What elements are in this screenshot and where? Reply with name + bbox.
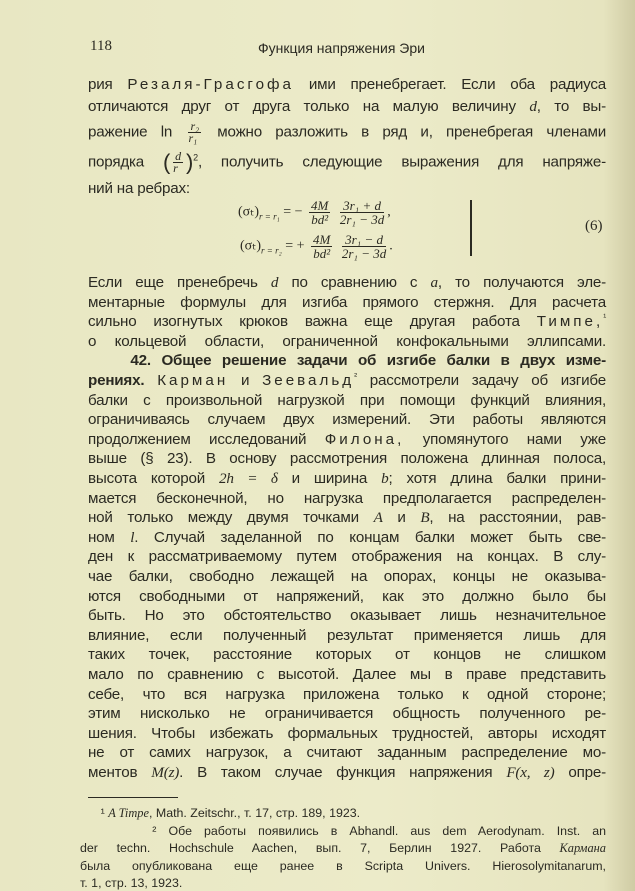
running-header-title: Функция напряжения Эри	[258, 40, 425, 56]
fraction-numerator: 3r₁ − d	[342, 233, 386, 247]
text-line	[88, 333, 606, 351]
text-segment: ются свободными от напряжений, как это должно было бы	[88, 587, 606, 605]
fraction-numerator: 3r₁ + d	[340, 199, 384, 213]
footnote-line	[80, 859, 606, 874]
fraction-denominator: bd²	[311, 212, 329, 227]
fraction-denominator: 2r₁ − 3d	[341, 246, 387, 261]
text-segment: шения. Чтобы избежать формальных трудностей, авторы исходят	[88, 724, 606, 742]
text-line	[88, 627, 606, 645]
text-segment: Если еще пренебречь	[88, 274, 271, 291]
text-line	[88, 180, 606, 198]
text-line	[88, 764, 606, 782]
fraction-numerator: 4M	[311, 198, 329, 213]
text-segment: , на расстоянии, рав-	[429, 509, 606, 527]
fraction-numerator: d	[175, 149, 181, 163]
equation-2	[240, 233, 393, 260]
text-segment: der techn. Hochschule Aachen, вып. 7, Берлин 1927. Работа	[80, 841, 560, 855]
text-segment: . В таком случае функция напряжения	[179, 764, 507, 781]
exponent: 2	[193, 152, 198, 163]
text-line	[88, 372, 606, 390]
text-segment: , Math. Zeitschr., т. 17, стр. 189, 1923.	[148, 806, 361, 820]
text-segment	[88, 352, 130, 369]
eq-subscript: r = r₂	[261, 245, 282, 256]
text-segment: была опубликована еще ранее в Scripta Univers. Hierosolymitanarum,	[80, 858, 606, 873]
fraction-denominator: r	[173, 161, 178, 175]
text-line	[88, 352, 606, 370]
fraction	[188, 121, 200, 144]
text-segment: рениях.	[88, 372, 145, 390]
text-line	[88, 294, 606, 312]
eq-sign: = +	[285, 238, 305, 254]
text-segment: Тимпе,	[536, 313, 604, 331]
text-segment: и	[382, 509, 421, 527]
text-segment: F(x, z)	[506, 764, 555, 781]
text-segment: быть. Но это обстоятельство оказывает лишь незначительное	[88, 607, 606, 625]
text-segment: рассмотрели задачу об изгибе	[356, 372, 606, 390]
text-segment: мало по сравнению с высотой. Далее мы в праве представить	[88, 666, 606, 683]
fraction	[342, 233, 386, 260]
equation-number: (6)	[585, 218, 603, 234]
text-line	[88, 607, 606, 625]
text-line	[88, 548, 606, 566]
eq-lhs: (σₜ)	[240, 238, 261, 254]
eq-sign: = −	[283, 204, 303, 220]
text-segment: ограничиваясь случаем двух измерений. Эти работы являются	[88, 411, 606, 429]
footnote-ref: ²	[354, 371, 357, 381]
eq-punct: ,	[387, 204, 391, 220]
text-line	[88, 725, 606, 743]
text-segment: Карман	[157, 372, 229, 390]
fraction	[311, 233, 332, 260]
text-segment: и	[228, 372, 263, 390]
text-line	[88, 646, 606, 664]
text-line	[88, 588, 606, 606]
text-line	[88, 686, 606, 704]
text-segment: b	[381, 470, 389, 487]
text-segment: Кармана	[559, 841, 606, 855]
text-segment: ний на ребрах:	[88, 180, 190, 197]
text-segment: A	[373, 509, 383, 527]
fraction-denominator: bd²	[313, 246, 331, 261]
text-segment: ¹	[80, 806, 109, 820]
text-segment: порядка	[88, 153, 145, 171]
text-segment: . Случай заделанной по концам балки может быть све-	[134, 528, 606, 546]
text-segment: l	[130, 528, 135, 546]
text-segment: опре-	[554, 764, 606, 781]
text-segment: d	[529, 98, 537, 115]
text-segment: a	[430, 274, 438, 291]
text-line	[88, 274, 606, 292]
text-segment: B	[420, 509, 430, 527]
text-line: порядка ( $\frac{d}{r}$ )$^2$, получить следующие выражения для напряже-	[88, 149, 606, 175]
fraction	[173, 151, 183, 174]
equation-brace	[470, 200, 472, 256]
text-line	[88, 470, 606, 488]
fraction-denominator: 2r₁ − 3d	[339, 212, 385, 227]
page-number: 118	[90, 38, 112, 54]
text-segment: упомянутого нами уже	[404, 430, 606, 448]
text-segment: можно разложить в ряд и, пренебрегая членами	[217, 123, 606, 141]
eq-lhs: (σₜ)	[238, 204, 259, 220]
text-segment: балки с произвольной нагрузкой при помощи функций влияния,	[88, 391, 606, 409]
text-segment: 2h = δ	[218, 470, 278, 487]
text-segment: M(z)	[151, 764, 180, 781]
text-segment: сильно изогнутых крюков важна еще другая работа	[88, 313, 537, 331]
text-line	[88, 568, 606, 586]
text-segment: т. 1, стр. 13, 1923.	[80, 876, 183, 890]
text-line	[88, 490, 606, 508]
fraction-numerator: r₂	[190, 119, 199, 133]
text-line	[88, 76, 606, 94]
footnote-line	[80, 806, 606, 821]
footnote-ref: ¹	[603, 312, 606, 323]
text-segment: ментарные формулы для изгиба прямого стержня. Для расчета	[88, 293, 606, 311]
text-segment: , то вы-	[536, 98, 606, 115]
text-segment: ной только между двумя точками	[88, 509, 374, 527]
text-segment: выше (§ 23). В основу рассмотрения положена длинная полоса,	[88, 450, 606, 468]
text-segment: ими пренебрегает. Если оба радиуса	[294, 76, 607, 93]
fraction	[309, 199, 330, 226]
text-segment: Зеевальд	[262, 372, 355, 390]
text-segment: себе, что вся нагрузка приложена только к одной стороне;	[88, 685, 606, 703]
text-segment: отличаются друг от друга только на малую величину	[88, 98, 530, 115]
text-segment: мается бесконечной, но нагрузка предполагается распределен-	[88, 489, 606, 507]
text-line	[88, 431, 606, 449]
text-line	[88, 666, 606, 684]
text-segment: Резаля-Грасгофа	[127, 76, 295, 93]
footnote-line	[80, 824, 606, 839]
text-segment: ; хотя длина балки прини-	[388, 470, 606, 487]
text-line	[88, 744, 606, 762]
equation-1	[238, 199, 391, 226]
text-segment: таких точек, расстояние которых от концов не слишком	[88, 646, 606, 664]
text-segment: продолжением исследований	[88, 430, 325, 448]
text-segment: ном	[88, 528, 131, 546]
text-segment: высота которой	[88, 470, 219, 487]
text-segment: и ширина	[277, 470, 382, 487]
text-segment: не от самих нагрузок, а считают заданным распределение мо-	[88, 744, 606, 762]
text-segment: ментов	[88, 764, 152, 781]
footnote-line	[80, 841, 606, 856]
text-segment: влияние, если полученный результат применяется лишь для	[88, 626, 606, 644]
fraction-numerator: 4M	[313, 232, 331, 247]
text-line	[88, 121, 606, 144]
text-segment: ² Обе работы появились в Abhandl. aus dem Aerodynam. Inst. an	[80, 823, 606, 838]
text-segment: A Timpe	[108, 806, 149, 820]
eq-punct: .	[389, 238, 393, 254]
text-line	[88, 392, 606, 410]
text-line	[88, 705, 606, 723]
text-segment	[144, 372, 157, 389]
text-segment: чае балки, свободно лежащей на опорах, концы не оказыва-	[88, 568, 606, 585]
text-segment: d	[270, 274, 279, 291]
fraction-denominator: r₁	[188, 131, 197, 145]
text-line	[88, 313, 606, 331]
text-line	[88, 411, 606, 429]
text-segment: 42. Общее решение задачи об изгибе балки в двух изме-	[130, 352, 606, 370]
text-line	[88, 450, 606, 468]
text-segment: , получить следующие выражения для напряже-	[197, 153, 606, 171]
text-line	[88, 509, 606, 527]
text-segment: ражение ln	[88, 123, 173, 141]
text-line	[88, 98, 606, 116]
text-segment: о кольцевой области, ограниченной конфокальными эллипсами.	[88, 332, 606, 350]
text-segment: этим нисколько не ограничивается общность полученного ре-	[88, 705, 606, 723]
eq-subscript: r = r₁	[259, 211, 280, 222]
fraction	[340, 199, 384, 226]
text-segment: по сравнению с	[278, 274, 431, 291]
text-segment: Филона,	[324, 430, 405, 448]
text-line	[88, 529, 606, 547]
text-segment: ден к рассматриваемому путем отображения на концах. В слу-	[88, 548, 606, 566]
footnote-line	[80, 876, 606, 891]
text-segment: , то получаются эле-	[437, 274, 607, 291]
footnote-divider	[88, 797, 178, 798]
text-segment: рия	[88, 76, 128, 93]
